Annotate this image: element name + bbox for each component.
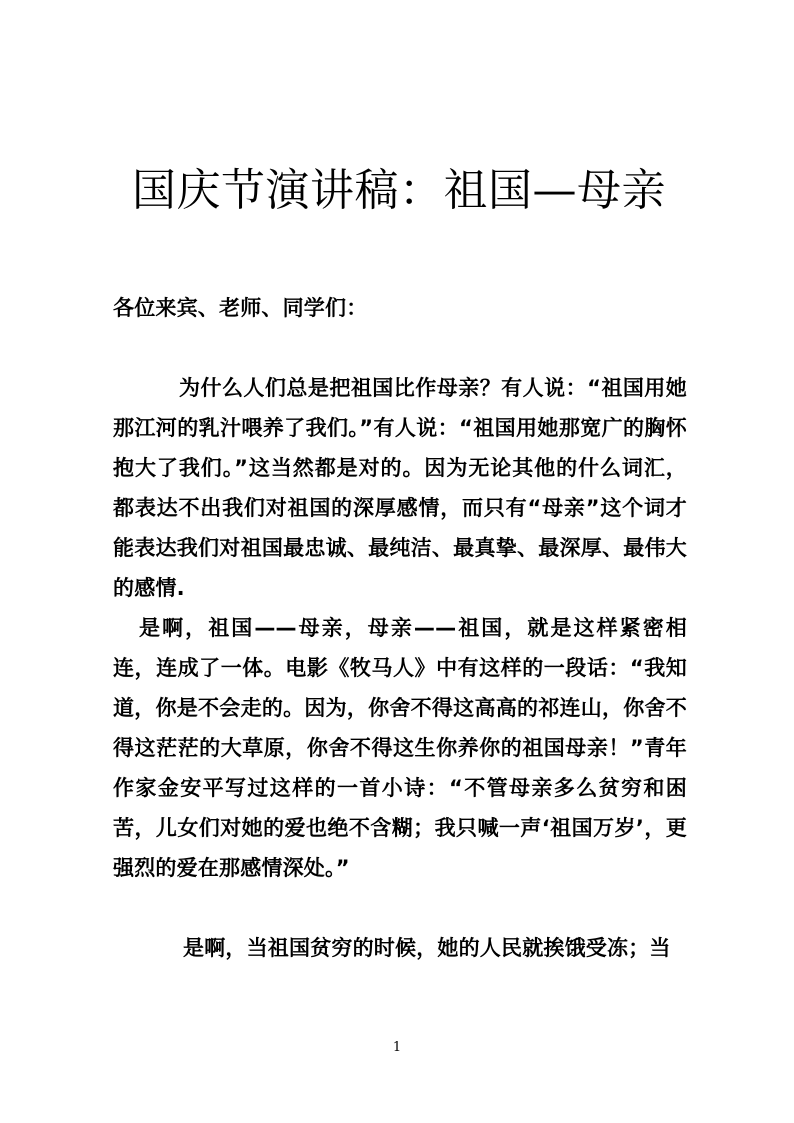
salutation-line: 各位来宾、老师、同学们： [113,296,368,320]
document-body [113,288,687,968]
blank-line-spacer-2 [113,888,687,928]
body-paragraph-3: 是啊，当祖国贫穷的时候，她的人民就挨饿受冻；当 [183,936,671,960]
body-paragraph-2: 是啊，祖国——母亲，母亲——祖国，就是这样紧密相连，连成了一体。电影《牧马人》中有这样的一段话：“我知道，你是不会走的。因为，你舍不得这高高的祁连山，你舍不得这茫茫的大草原，你舍不得这生你养你的祖国母亲！”青年作家金安平写过这样的一首小诗：“不管母亲多么贫穷和困苦，儿女们对她的爱也绝不含糊；我只喊一声‘祖国万岁’，更强烈的爱在那感情深处。” [113,616,687,880]
body-paragraph-1: 为什么人们总是把祖国比作母亲？有人说：“祖国用她那江河的乳汁喂养了我们。”有人说：“祖国用她那宽广的胸怀抱大了我们。”这当然都是对的。因为无论其他的什么词汇，都表达不出我们对祖国的深厚感情，而只有“母亲”这个词才能表达我们对祖国最忠诚、最纯洁、最真挚、最深厚、最伟大的感情. [113,376,687,600]
page-title: 国庆节演讲稿：祖国—母亲 [132,165,666,217]
page-number: 1 [392,1040,402,1055]
blank-line-spacer [113,328,687,368]
